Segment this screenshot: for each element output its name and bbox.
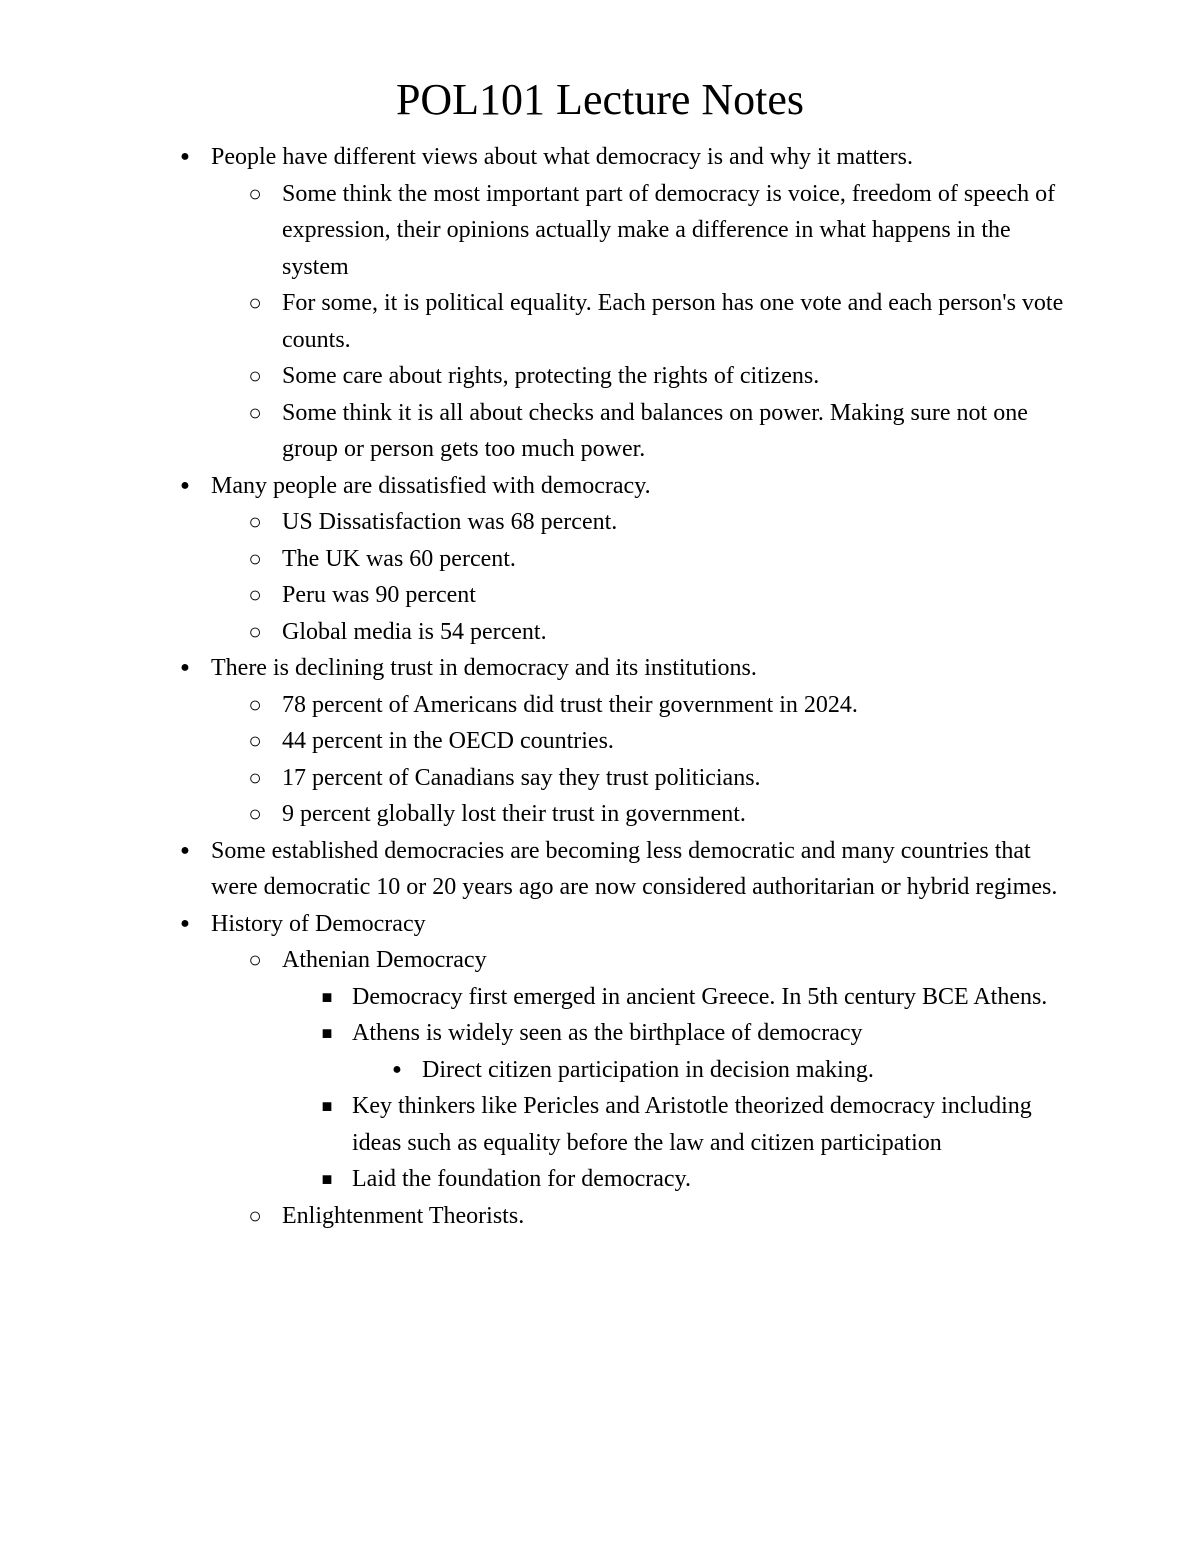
- list-item: [0, 942, 1200, 979]
- bullet-level-1-icon: ●: [180, 914, 190, 932]
- list-item-text: Athens is widely seen as the birthplace of democracy: [352, 1020, 863, 1046]
- list-item: [0, 176, 1200, 286]
- list-item-text: Global media is 54 percent.: [282, 618, 547, 645]
- list-item: [0, 1198, 1200, 1235]
- list-item-text: Key thinkers like Pericles and Aristotle theorized democracy including ideas such as equality before the law and citizen participation: [352, 1093, 1032, 1156]
- bullet-level-1-icon: ●: [180, 148, 190, 165]
- list-item: [0, 906, 1200, 943]
- bullet-level-2-icon: ○: [248, 290, 262, 315]
- list-item: [0, 541, 1200, 578]
- bullet-level-1-icon: ●: [180, 841, 190, 859]
- bullet-level-1-icon: ●: [180, 659, 190, 676]
- list-item: [0, 577, 1200, 614]
- list-item: [0, 358, 1200, 395]
- list-item: [0, 979, 1200, 1016]
- list-item: [0, 395, 1200, 468]
- bullet-level-2-icon: ○: [248, 764, 262, 790]
- list-item-text: People have different views about what democracy is and why it matters.: [211, 144, 914, 170]
- list-item-text: Some think it is all about checks and balances on power. Making sure not one group or person gets too much power.: [282, 399, 1028, 462]
- notes-list: [0, 139, 1200, 1234]
- list-item: [0, 723, 1200, 760]
- bullet-level-2-icon: ○: [248, 691, 262, 717]
- list-item: [0, 285, 1200, 358]
- list-item-text: 9 percent globally lost their trust in government.: [282, 801, 746, 827]
- list-item-text: Peru was 90 percent: [282, 582, 476, 608]
- bullet-level-3-icon: ■: [321, 986, 333, 1007]
- bullet-level-4-icon: ●: [392, 1060, 402, 1078]
- bullet-level-2-icon: ○: [248, 509, 262, 534]
- list-item: [0, 650, 1200, 687]
- list-item-text: Some established democracies are becoming less democratic and many countries that were democratic 10 or 20 years ago are now considered authoritarian or hybrid regimes.: [211, 837, 1058, 900]
- list-item: [0, 139, 1200, 176]
- bullet-level-2-icon: ○: [248, 545, 262, 571]
- bullet-level-2-icon: ○: [248, 363, 262, 388]
- bullet-level-2-icon: ○: [248, 399, 262, 425]
- list-item-text: 78 percent of Americans did trust their government in 2024.: [282, 691, 858, 718]
- list-item: [0, 1015, 1200, 1052]
- list-item-text: Many people are dissatisfied with democracy.: [211, 472, 651, 499]
- list-item-text: Enlightenment Theorists.: [282, 1202, 525, 1229]
- page-title: POL101 Lecture Notes: [395, 75, 805, 124]
- bullet-level-2-icon: ○: [248, 728, 262, 753]
- bullet-level-3-icon: ■: [321, 1096, 333, 1116]
- list-item-text: Athenian Democracy: [282, 947, 487, 973]
- list-item: [0, 1088, 1200, 1161]
- list-item-text: 44 percent in the OECD countries.: [282, 728, 614, 754]
- list-item-text: Democracy first emerged in ancient Greece. In 5th century BCE Athens.: [352, 983, 1048, 1010]
- list-item-text: Direct citizen participation in decision making.: [422, 1056, 874, 1083]
- bullet-level-2-icon: ○: [248, 947, 262, 972]
- list-item: [0, 760, 1200, 797]
- bullet-level-2-icon: ○: [248, 1202, 262, 1228]
- list-item: [0, 1052, 1200, 1089]
- list-item: [0, 1161, 1200, 1198]
- list-item-text: 17 percent of Canadians say they trust politicians.: [282, 764, 761, 791]
- list-item-text: History of Democracy: [211, 910, 426, 937]
- bullet-level-1-icon: ●: [180, 476, 190, 494]
- bullet-level-3-icon: ■: [321, 1169, 333, 1189]
- bullet-level-2-icon: ○: [248, 180, 262, 206]
- list-item: [0, 796, 1200, 833]
- list-item: [0, 833, 1200, 906]
- bullet-level-3-icon: ■: [321, 1023, 333, 1043]
- bullet-level-2-icon: ○: [248, 582, 262, 607]
- list-item-text: Laid the foundation for democracy.: [352, 1166, 691, 1192]
- list-item-text: For some, it is political equality. Each person has one vote and each person's vote counts.: [282, 290, 1064, 353]
- list-item-text: Some think the most important part of democracy is voice, freedom of speech of expression, their opinions actually make a difference in what happens in the system: [282, 180, 1056, 280]
- bullet-level-2-icon: ○: [248, 801, 262, 826]
- list-item-text: The UK was 60 percent.: [282, 545, 516, 572]
- list-item: [0, 614, 1200, 651]
- list-item: [0, 504, 1200, 541]
- bullet-level-2-icon: ○: [248, 618, 262, 644]
- list-item: [0, 687, 1200, 724]
- list-item-text: There is declining trust in democracy and its institutions.: [211, 655, 757, 681]
- list-item-text: US Dissatisfaction was 68 percent.: [282, 509, 618, 535]
- list-item-text: Some care about rights, protecting the rights of citizens.: [282, 363, 820, 389]
- list-item: [0, 468, 1200, 505]
